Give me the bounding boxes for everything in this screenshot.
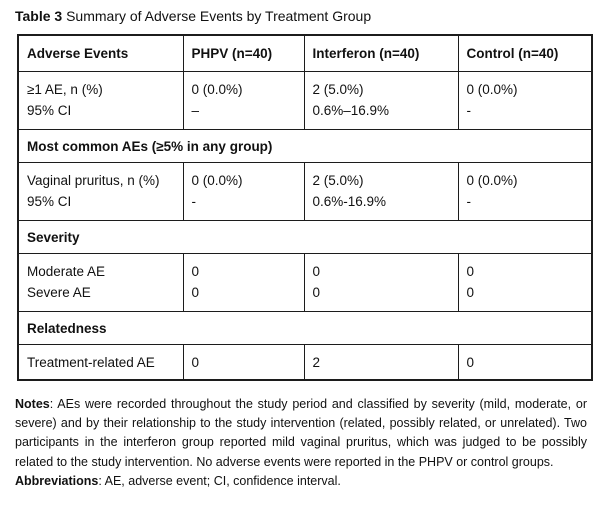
- row-label: Treatment-related AE: [27, 354, 155, 370]
- value-line: 0: [466, 284, 475, 300]
- value-line: 0 (0.0%): [466, 172, 518, 188]
- section-header: Relatedness: [18, 311, 592, 344]
- value-line: 0: [466, 354, 475, 370]
- header-cell-adverse-events: Adverse Events: [18, 35, 183, 71]
- abbreviations-text: : AE, adverse event; CI, confidence interval.: [98, 473, 341, 488]
- table-row-severity-values: [18, 253, 592, 311]
- table-row-vaginal-pruritus: [18, 162, 592, 220]
- value-cell-interferon: [304, 71, 458, 129]
- abbreviations-label: Abbreviations: [15, 473, 99, 488]
- value-line: 0: [191, 284, 200, 300]
- value-line: 2 (5.0%): [312, 172, 364, 188]
- notes-text: : AEs were recorded throughout the study period and classified by severity (mild, moderate, or severe) and by their relationship to the study intervention (related, possibly related, or unrelated). Two participants in the interferon group reported mild vaginal pruritus, which was judged to be possibly related to the study intervention. No adverse events were reported in the PHPV or control groups.: [15, 397, 587, 469]
- value-cell-phpv: [183, 71, 304, 129]
- value-line: 0.6%–16.9%: [312, 102, 390, 118]
- value-cell-phpv: [183, 253, 304, 311]
- header-cell-control: Control (n=40): [458, 35, 592, 71]
- table-caption-text: Summary of Adverse Events by Treatment Group: [62, 8, 372, 24]
- value-line: 0: [191, 263, 200, 279]
- value-line: 0: [312, 263, 321, 279]
- adverse-events-table: [17, 34, 593, 381]
- section-header: Severity: [18, 220, 592, 253]
- row-label: Moderate AE: [27, 263, 106, 279]
- value-line: 0.6%-16.9%: [312, 193, 387, 209]
- value-cell-interferon: [304, 253, 458, 311]
- header-row: [18, 35, 592, 71]
- section-row-most-common: [18, 129, 592, 162]
- row-label-cell: [18, 253, 183, 311]
- row-label-cell: [18, 162, 183, 220]
- value-line: -: [191, 193, 196, 209]
- header-cell-interferon: Interferon (n=40): [304, 35, 458, 71]
- value-line: –: [191, 102, 200, 118]
- section-row-relatedness: [18, 311, 592, 344]
- abbreviations-paragraph: [15, 472, 587, 491]
- table-row-treatment-related: [18, 344, 592, 380]
- row-sublabel: 95% CI: [27, 193, 72, 209]
- value-line: 2: [312, 354, 321, 370]
- value-line: 0 (0.0%): [191, 172, 243, 188]
- value-line: -: [466, 102, 471, 118]
- value-line: -: [466, 193, 471, 209]
- section-row-severity: [18, 220, 592, 253]
- value-cell-control: [458, 253, 592, 311]
- value-line: 0: [191, 354, 200, 370]
- row-label: Vaginal pruritus, n (%): [27, 172, 160, 188]
- row-label-cell: [18, 71, 183, 129]
- notes-label: Notes: [15, 397, 50, 411]
- value-cell-control: [458, 71, 592, 129]
- table-number: Table 3: [15, 8, 63, 24]
- row-label: ≥1 AE, n (%): [27, 81, 103, 97]
- value-line: 0: [312, 284, 321, 300]
- table-caption: [15, 8, 590, 25]
- notes-paragraph: [15, 395, 587, 472]
- value-cell-interferon: [304, 162, 458, 220]
- value-cell-phpv: [183, 344, 304, 380]
- value-line: 0: [466, 263, 475, 279]
- row-label: Severe AE: [27, 284, 91, 300]
- row-sublabel: 95% CI: [27, 102, 72, 118]
- table-row-any-ae: [18, 71, 592, 129]
- value-line: 0 (0.0%): [466, 81, 518, 97]
- value-line: 0 (0.0%): [191, 81, 243, 97]
- section-header: Most common AEs (≥5% in any group): [18, 129, 592, 162]
- value-cell-control: [458, 344, 592, 380]
- value-cell-phpv: [183, 162, 304, 220]
- header-cell-phpv: PHPV (n=40): [183, 35, 304, 71]
- row-label-cell: [18, 344, 183, 380]
- value-cell-control: [458, 162, 592, 220]
- table-footnotes: [15, 395, 587, 491]
- value-cell-interferon: [304, 344, 458, 380]
- value-line: 2 (5.0%): [312, 81, 364, 97]
